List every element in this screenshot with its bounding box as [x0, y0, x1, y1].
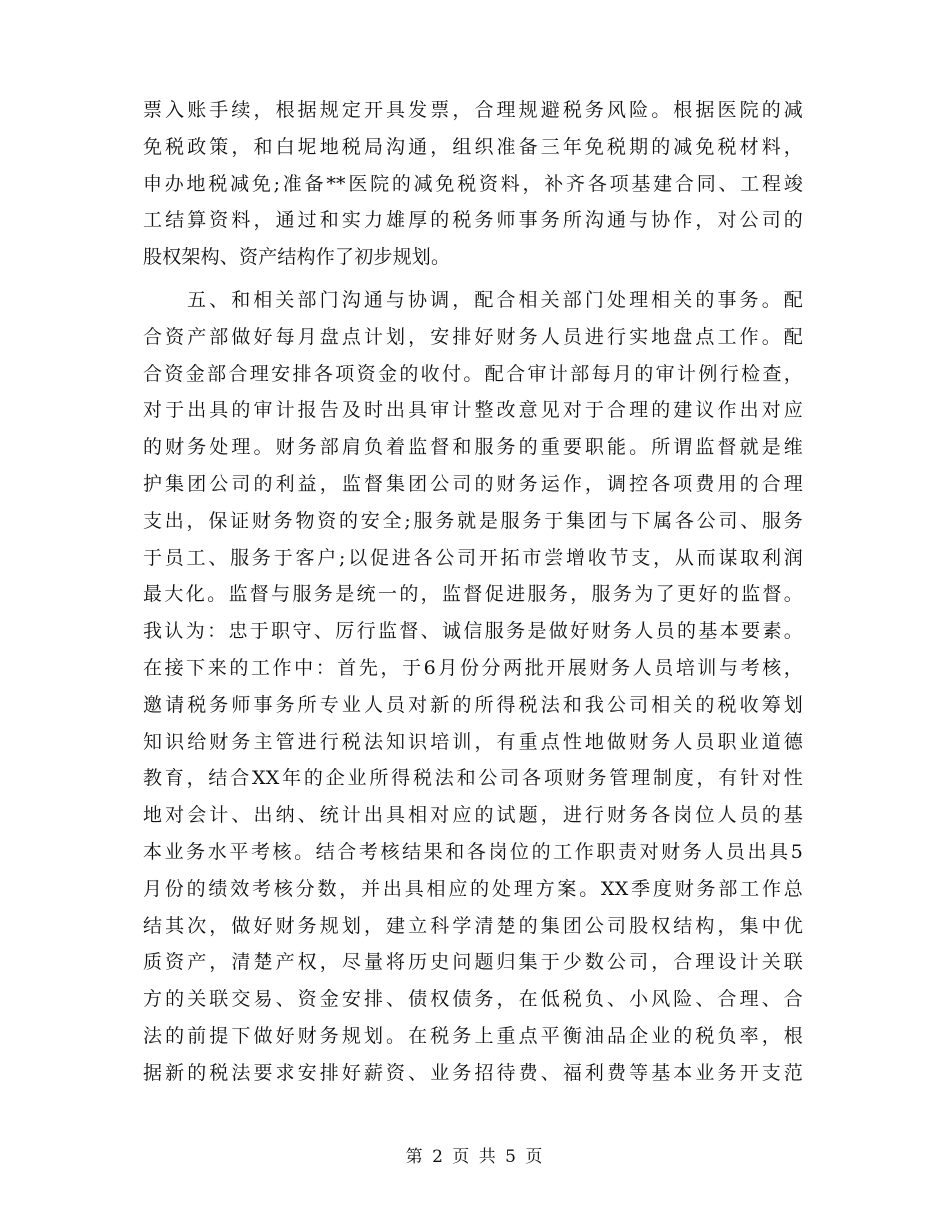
- text-line: 合资金部合理安排各项资金的收付。配合审计部每月的审计例行检查，: [143, 362, 803, 385]
- text-line: 的财务处理。财务部肩负着监督和服务的重要职能。所谓监督就是维: [143, 436, 803, 459]
- paragraph-2: [143, 282, 803, 1092]
- text-line: 教育，结合XX年的企业所得税法和公司各项财务管理制度，有针对性: [143, 767, 803, 790]
- text-line: 最大化。监督与服务是统一的，监督促进服务，服务为了更好的监督。: [143, 583, 803, 606]
- text-line: 地对会计、出纳、统计出具相对应的试题，进行财务各岗位人员的基: [143, 804, 803, 827]
- text-line: 工结算资料，通过和实力雄厚的税务师事务所沟通与协作，对公司的: [143, 209, 803, 232]
- text-line: 邀请税务师事务所专业人员对新的所得税法和我公司相关的税收筹划: [143, 693, 803, 716]
- text-line: 合资产部做好每月盘点计划，安排好财务人员进行实地盘点工作。配: [143, 325, 803, 348]
- text-line: 股权架构、资产结构作了初步规划。: [143, 246, 451, 269]
- text-line: 申办地税减免;准备**医院的减免税资料，补齐各项基建合同、工程竣: [143, 172, 803, 195]
- text-line: 结其次，做好财务规划，建立科学清楚的集团公司股权结构，集中优: [143, 914, 803, 937]
- text-line: 知识给财务主管进行税法知识培训，有重点性地做财务人员职业道德: [143, 730, 803, 753]
- text-line: 五、和相关部门沟通与协调，配合相关部门处理相关的事务。配: [187, 288, 803, 311]
- page-number-footer: 第 2 页 共 5 页: [405, 1147, 545, 1167]
- text-line: 本业务水平考核。结合考核结果和各岗位的工作职责对财务人员出具5: [143, 840, 803, 863]
- text-line: 我认为：忠于职守、厉行监督、诚信服务是做好财务人员的基本要素。: [143, 620, 803, 643]
- text-line: 支出，保证财务物资的安全;服务就是服务于集团与下属各公司、服务: [143, 509, 803, 532]
- text-line: 方的关联交易、资金安排、债权债务，在低税负、小风险、合理、合: [143, 988, 803, 1011]
- text-line: 于员工、服务于客户;以促进各公司开拓市尝增收节支，从而谋取利润: [143, 546, 803, 569]
- text-line: 月份的绩效考核分数，并出具相应的处理方案。XX季度财务部工作总: [143, 877, 803, 900]
- text-line: 质资产，清楚产权，尽量将历史问题归集于少数公司，合理设计关联: [143, 951, 803, 974]
- text-line: 护集团公司的利益，监督集团公司的财务运作，调控各项费用的合理: [143, 472, 803, 495]
- text-line: 法的前提下做好财务规划。在税务上重点平衡油品企业的税负率，根: [143, 1024, 803, 1047]
- document-body: [143, 92, 803, 1092]
- text-line: 对于出具的审计报告及时出具审计整改意见对于合理的建议作出对应: [143, 399, 803, 422]
- text-line: 在接下来的工作中：首先，于6月份分两批开展财务人员培训与考核，: [143, 656, 803, 679]
- text-line: 票入账手续，根据规定开具发票，合理规避税务风险。根据医院的减: [143, 99, 803, 121]
- paragraph-1: [143, 92, 803, 276]
- text-line: 据新的税法要求安排好薪资、业务招待费、福利费等基本业务开支范: [143, 1061, 803, 1084]
- text-line: 免税政策，和白坭地税局沟通，组织准备三年免税期的减免税材料，: [143, 135, 803, 158]
